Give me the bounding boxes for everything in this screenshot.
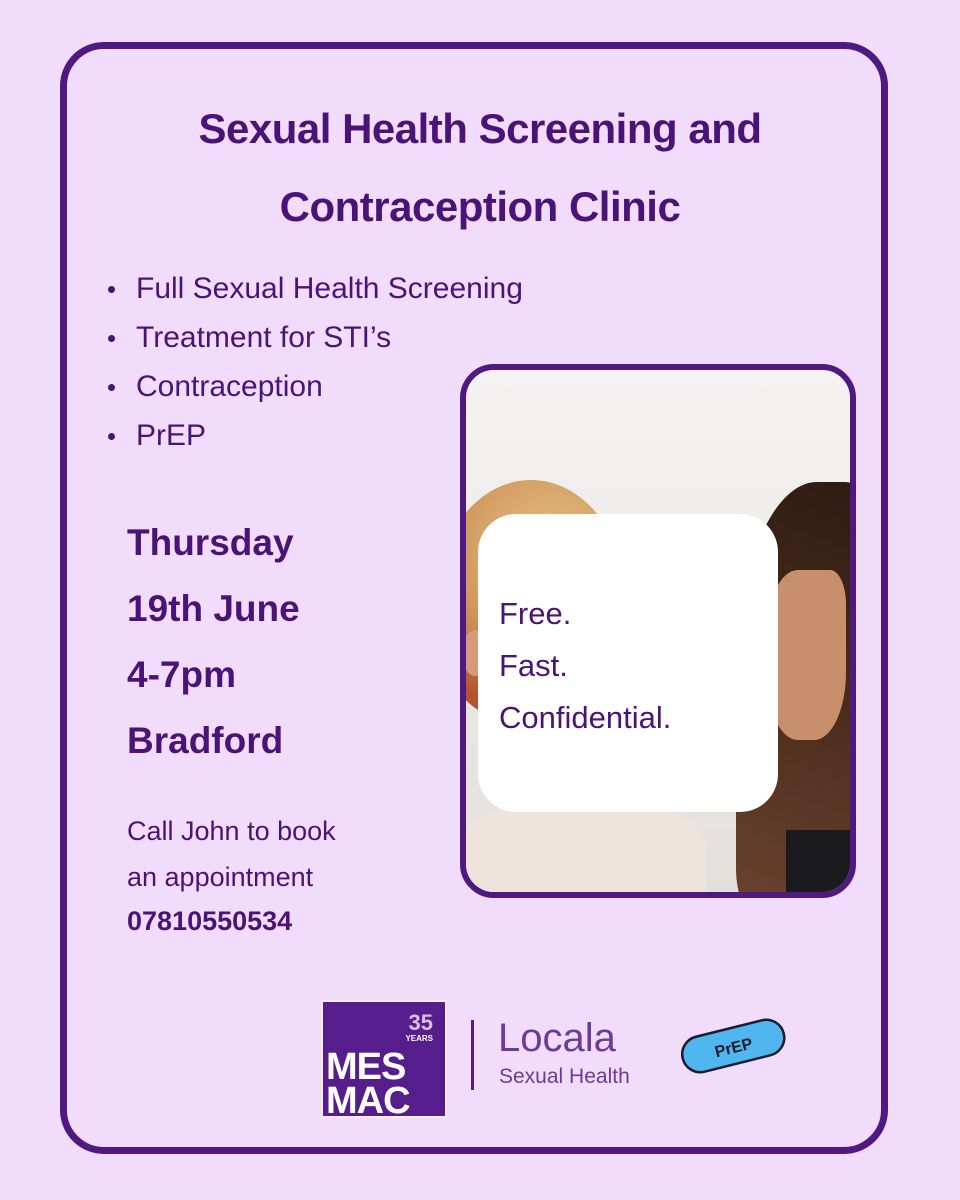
- booking-text-line-1: Call John to book: [127, 816, 336, 846]
- photo-person-right-shirt: [786, 830, 856, 898]
- bullet-icon: [108, 384, 115, 391]
- logo-divider: [471, 1020, 474, 1090]
- prep-pill-icon: [676, 1016, 790, 1074]
- prep-pill-label: PrEP: [713, 1035, 755, 1062]
- bullet-icon: [108, 433, 115, 440]
- promise-fast: Fast.: [499, 648, 568, 683]
- photo-person-right-face: [766, 570, 846, 740]
- event-day: Thursday: [127, 522, 294, 563]
- locala-logo-wordmark: Locala: [498, 1016, 616, 1060]
- event-date: 19th June: [127, 588, 300, 629]
- event-time: 4-7pm: [127, 654, 236, 695]
- photo-person-left-shoulder: [460, 800, 706, 898]
- event-location: Bradford: [127, 720, 284, 761]
- booking-phone-number: 07810550534: [127, 906, 293, 936]
- mesmac-line-1: MES: [326, 1046, 406, 1088]
- bullet-icon: [108, 335, 115, 342]
- promise-confidential: Confidential.: [499, 700, 672, 735]
- service-item: Treatment for STI’s: [108, 319, 523, 368]
- mesmac-years-label: YEARS: [405, 1034, 433, 1043]
- service-item: Full Sexual Health Screening: [108, 270, 523, 319]
- booking-text-line-2: an appointment: [127, 862, 314, 892]
- promise-free: Free.: [499, 596, 572, 631]
- title-line-1: Sexual Health Screening and: [198, 105, 762, 152]
- bullet-icon: [108, 286, 115, 293]
- mesmac-line-2: MAC: [326, 1080, 410, 1122]
- mesmac-logo: [321, 1000, 447, 1122]
- mesmac-years-number: 35: [408, 1010, 433, 1035]
- title-line-2: Contraception Clinic: [279, 183, 681, 230]
- locala-logo-tagline: Sexual Health: [499, 1065, 630, 1088]
- service-item: Contraception: [108, 368, 523, 417]
- service-item: PrEP: [108, 417, 523, 466]
